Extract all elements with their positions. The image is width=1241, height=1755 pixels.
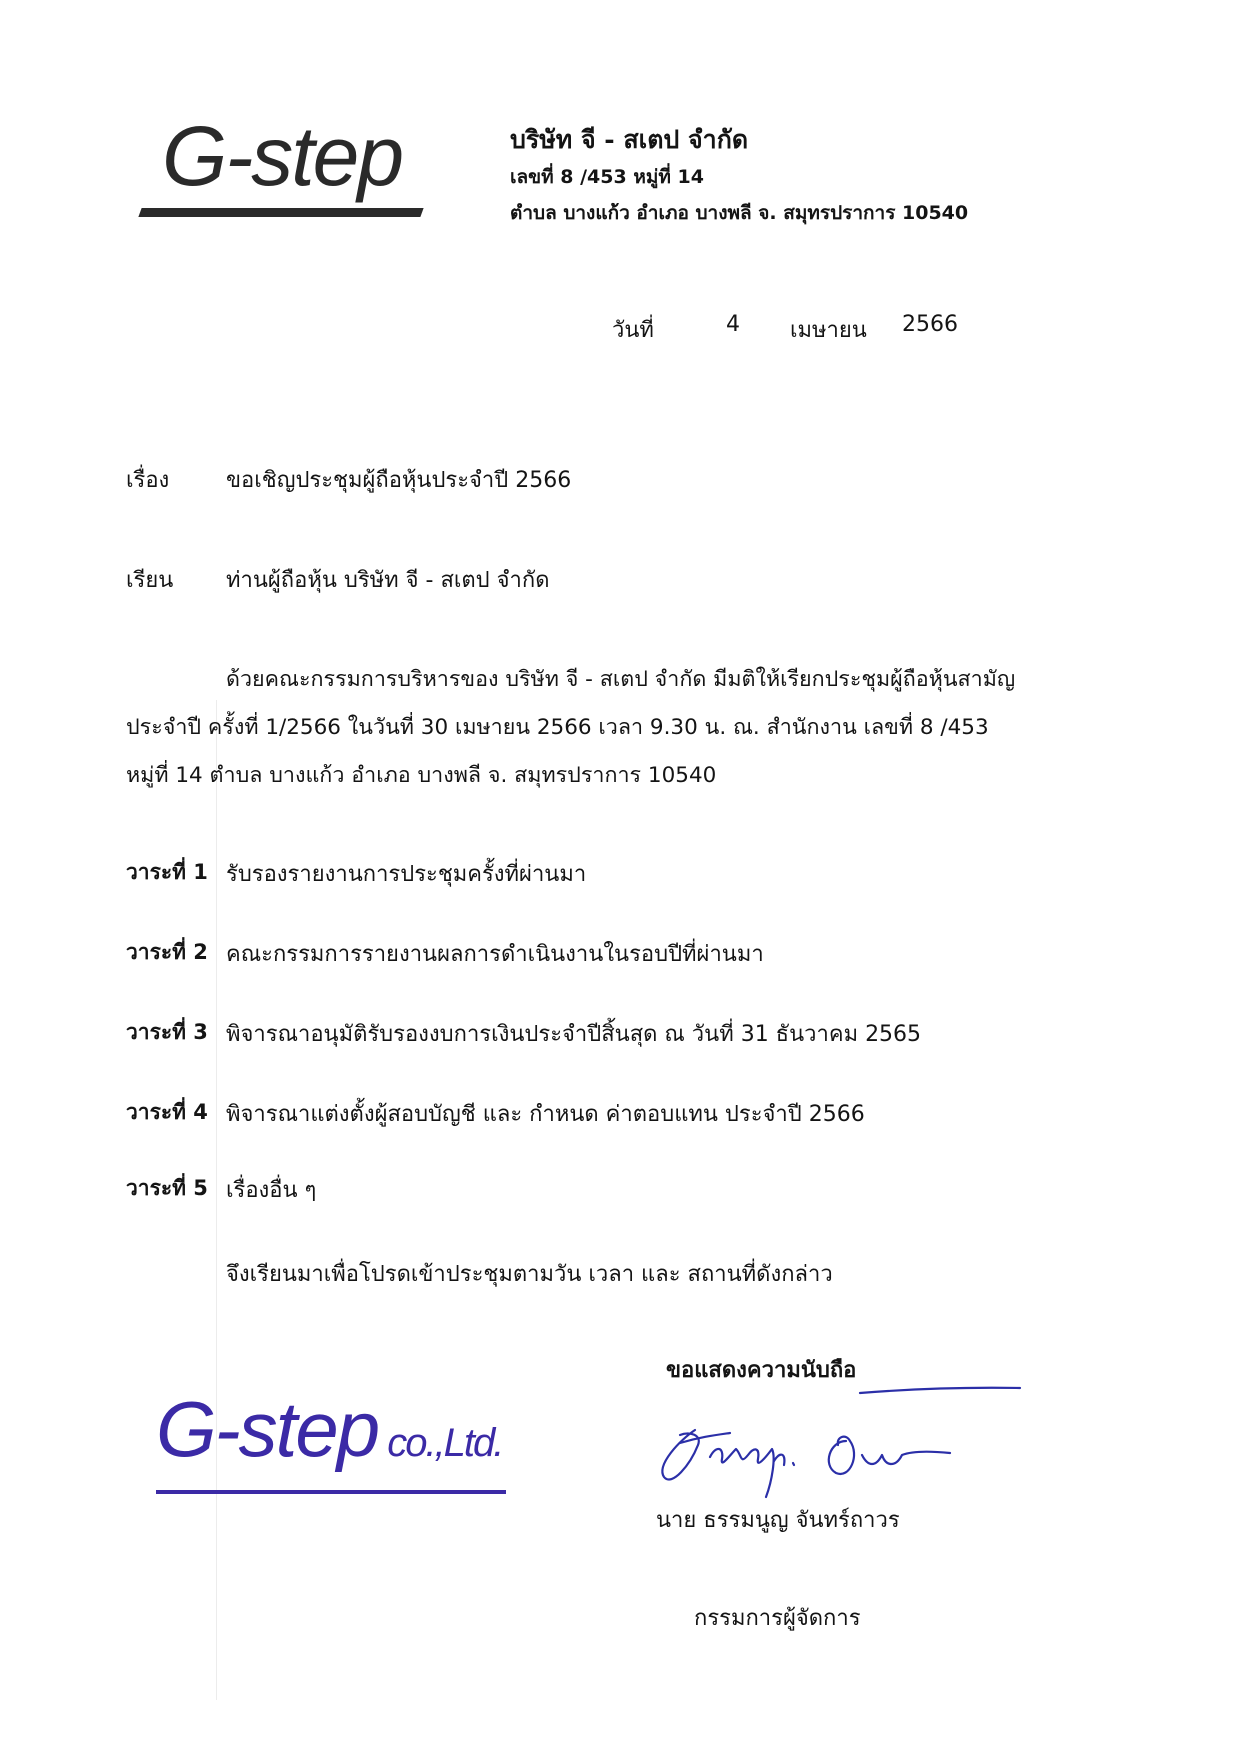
agenda-number: วาระที่ 3 xyxy=(126,1020,208,1044)
agenda-number: วาระที่ 5 xyxy=(126,1176,208,1200)
date-month: เมษายน xyxy=(790,318,867,343)
address-line-1: เลขที่ 8 /453 หมู่ที่ 14 xyxy=(510,166,704,188)
stamp-text xyxy=(156,1384,502,1475)
agenda-text: รับรองรายงานการประชุมครั้งที่ผ่านมา xyxy=(226,862,587,887)
date-year: 2566 xyxy=(902,312,958,337)
logo-underline xyxy=(138,208,423,217)
regards-text: ขอแสดงความนับถือ xyxy=(666,1358,857,1383)
address-line-2: ตำบล บางแก้ว อำเภอ บางพลี จ. สมุทรปราการ 10540 xyxy=(510,202,969,224)
agenda-text: คณะกรรมการรายงานผลการดำเนินงานในรอบปีที่ผ่านมา xyxy=(226,942,764,967)
subject-label: เรื่อง xyxy=(126,468,170,493)
date-day: 4 xyxy=(726,312,740,337)
page-margin-line xyxy=(216,700,217,1700)
body-line-2: ประจำปี ครั้งที่ 1/2566 ในวันที่ 30 เมษายน 2566 เวลา 9.30 น. ณ. สำนักงาน เลขที่ 8 /453 xyxy=(126,715,989,740)
logo-text: G-step xyxy=(162,109,403,203)
signer-name: นาย ธรรมนูญ จันทร์ถาวร xyxy=(656,1508,900,1533)
subject-text: ขอเชิญประชุมผู้ถือหุ้นประจำปี 2566 xyxy=(226,468,572,493)
agenda-number: วาระที่ 1 xyxy=(126,860,208,884)
agenda-text: พิจารณาอนุมัติรับรองงบการเงินประจำปีสิ้นสุด ณ วันที่ 31 ธันวาคม 2565 xyxy=(226,1022,922,1047)
agenda-number: วาระที่ 2 xyxy=(126,940,208,964)
handwritten-signature xyxy=(650,1385,1030,1515)
stamp-main: G-step xyxy=(156,1385,379,1473)
signer-position: กรรมการผู้จัดการ xyxy=(694,1606,861,1631)
recipient-label: เรียน xyxy=(126,568,174,593)
closing-text: จึงเรียนมาเพื่อโปรดเข้าประชุมตามวัน เวลา และ สถานที่ดังกล่าว xyxy=(226,1262,833,1287)
company-stamp xyxy=(150,1380,520,1510)
recipient-text: ท่านผู้ถือหุ้น บริษัท จี - สเตป จำกัด xyxy=(226,568,550,593)
agenda-number: วาระที่ 4 xyxy=(126,1100,208,1124)
agenda-text: พิจารณาแต่งตั้งผู้สอบบัญชี และ กำหนด ค่าตอบแทน ประจำปี 2566 xyxy=(226,1102,865,1127)
stamp-sub: co.,Ltd. xyxy=(378,1421,503,1465)
date-label: วันที่ xyxy=(612,318,654,343)
company-logo xyxy=(140,108,440,226)
body-line-3: หมู่ที่ 14 ตำบล บางแก้ว อำเภอ บางพลี จ. สมุทรปราการ 10540 xyxy=(126,763,717,788)
stamp-underline xyxy=(156,1490,506,1494)
agenda-text: เรื่องอื่น ๆ xyxy=(226,1178,317,1203)
body-line-1: ด้วยคณะกรรมการบริหารของ บริษัท จี - สเตป จำกัด มีมติให้เรียกประชุมผู้ถือหุ้นสามัญ xyxy=(226,667,1016,692)
company-name: บริษัท จี - สเตป จำกัด xyxy=(510,125,749,154)
